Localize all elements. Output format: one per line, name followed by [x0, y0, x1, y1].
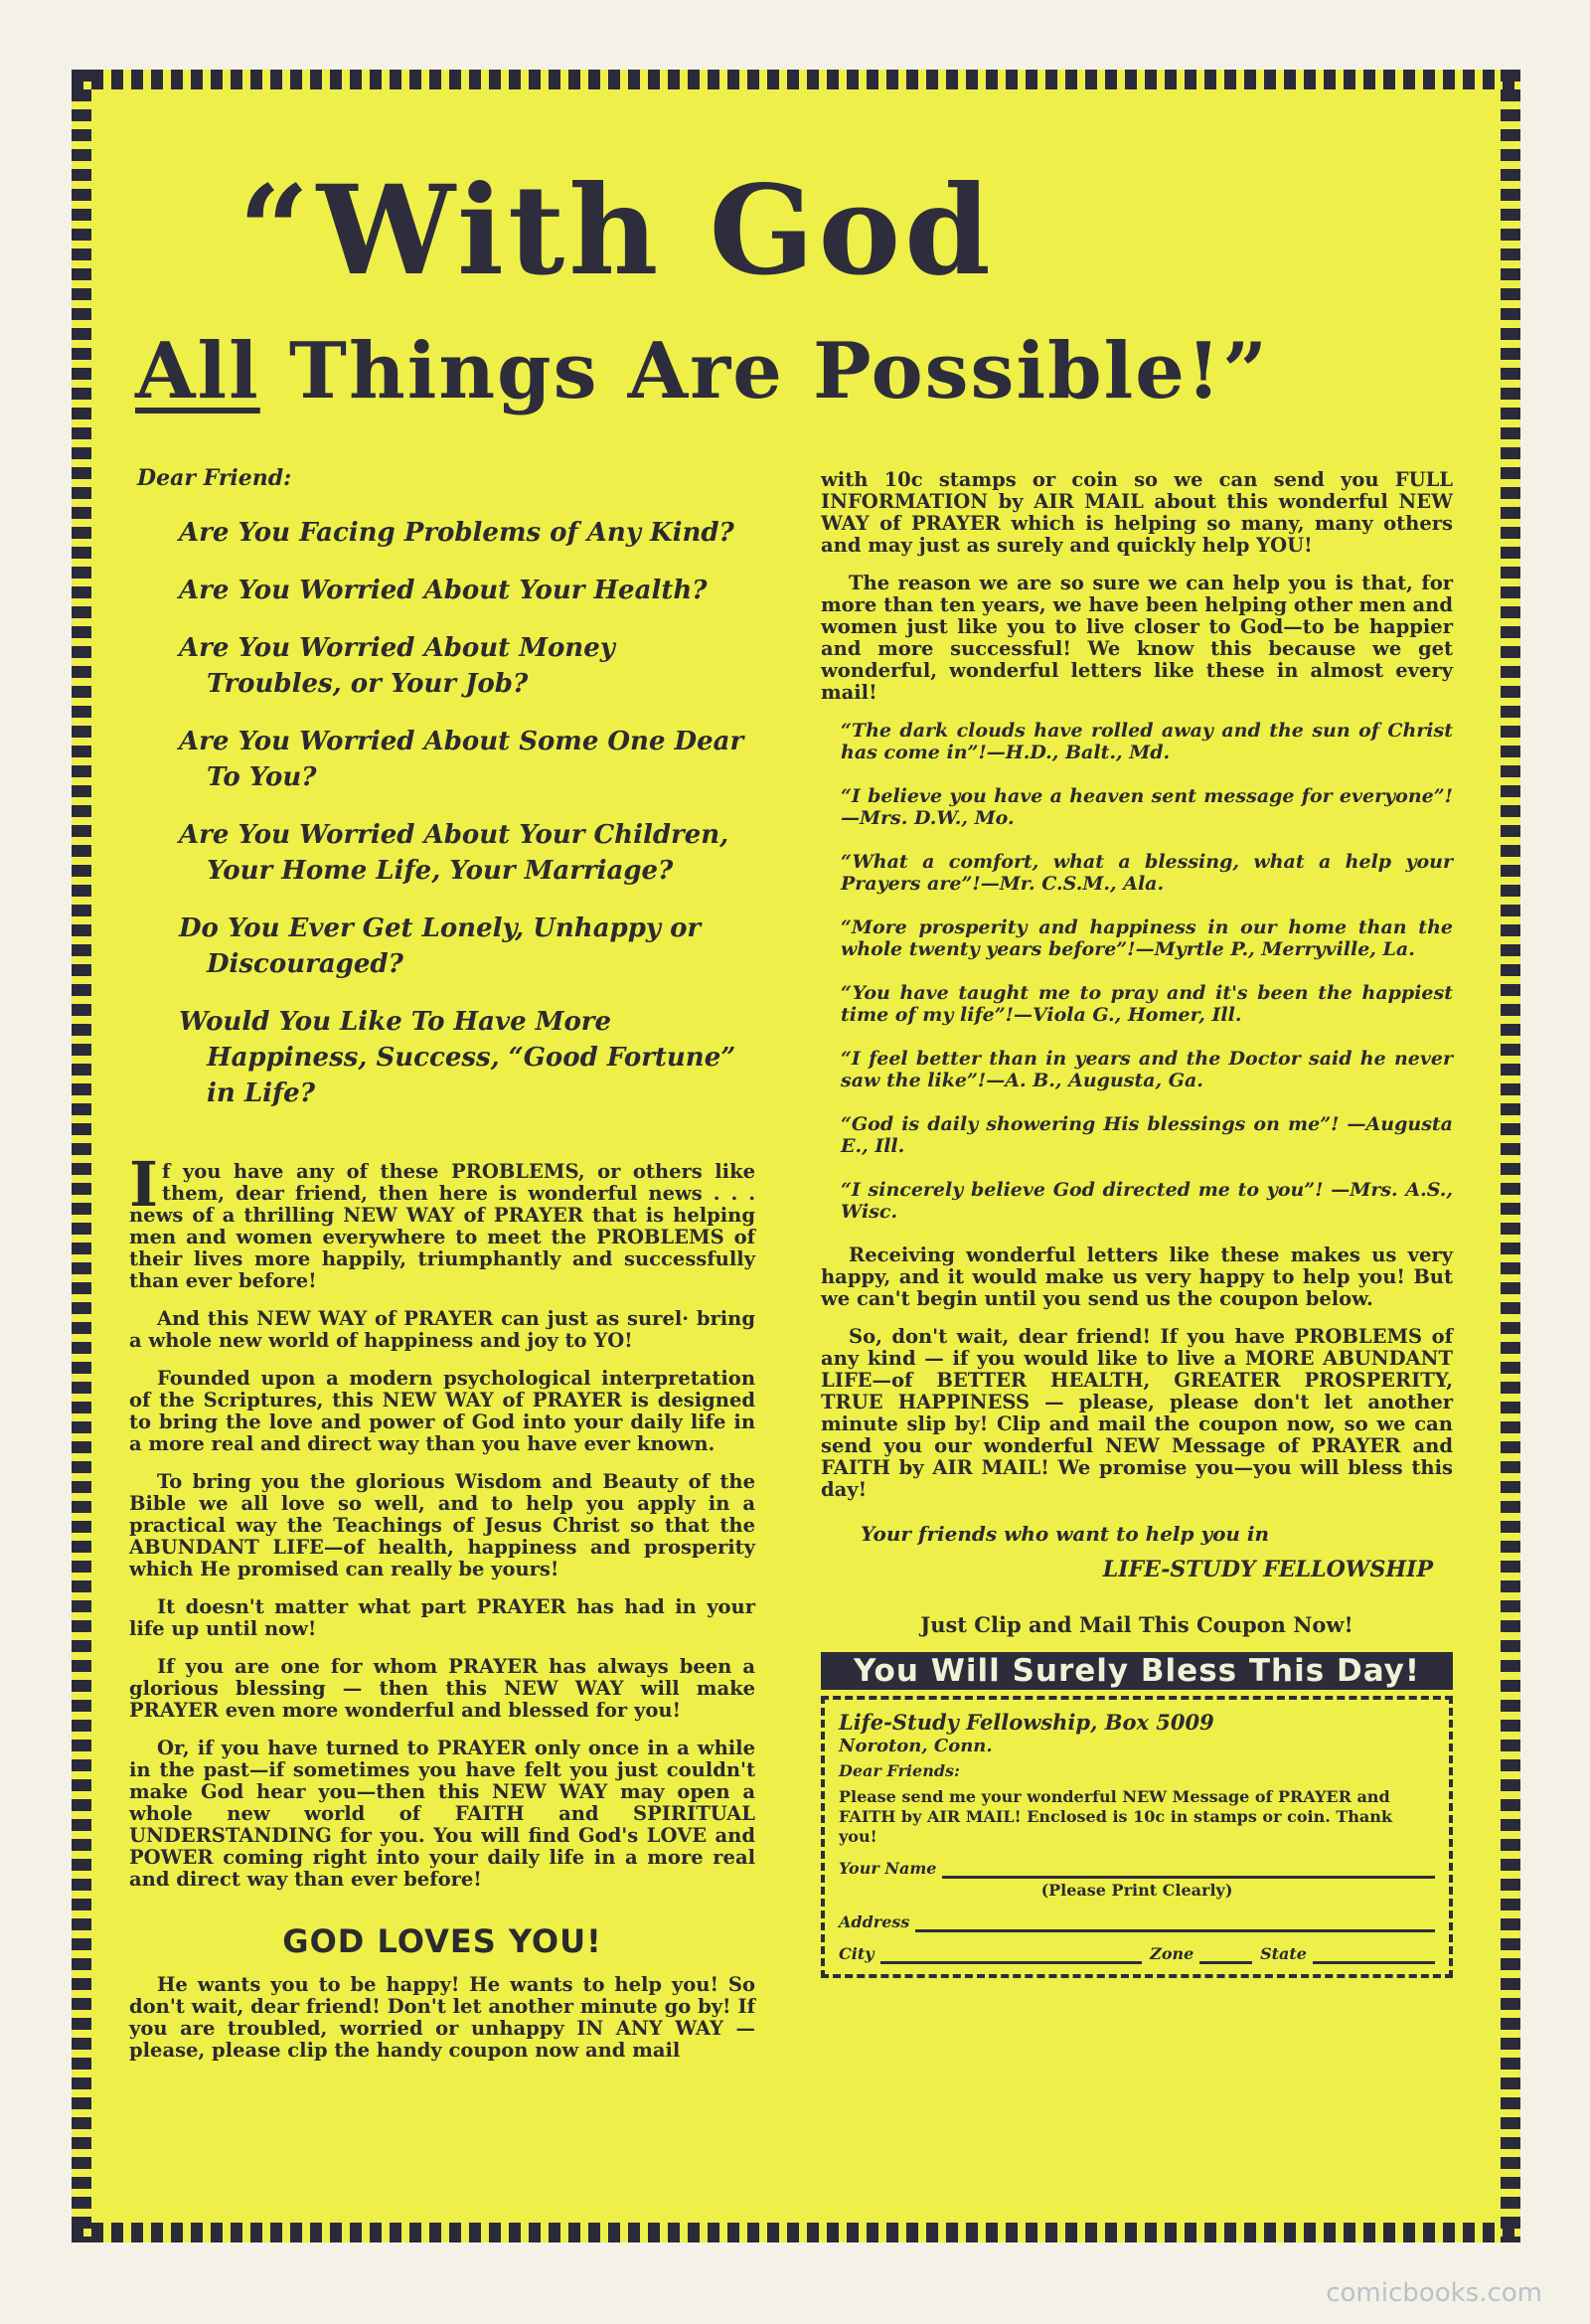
- body-paragraph-text: f you have any of these PROBLEMS, or others like them, dear friend, then here is wonderful news . . . news of a thrilling NEW WAY of PRAYER that is helping men and women everywhere to meet the PROBLEMS of their lives more happily, triumphantly and successfully than ever before!: [129, 1160, 755, 1292]
- bless-banner: You Will Surely Bless This Day!: [821, 1652, 1453, 1690]
- question: Would You Like To Have More Happiness, Success, “Good Fortune” in Life?: [179, 1007, 736, 1108]
- city-zone-state-field[interactable]: [839, 1944, 1435, 1964]
- god-loves-you-heading: GOD LOVES YOU!: [282, 1922, 602, 1960]
- body-paragraph: [129, 1148, 755, 1292]
- testimonial: “More prosperity and happiness in our home than the whole twenty years before”!—Myrtle P., Merryville, La.: [841, 916, 1453, 960]
- state-label: State: [1260, 1944, 1307, 1963]
- dashed-border-right: [1501, 70, 1520, 2242]
- testimonial: “I sincerely believe God directed me to you”! —Mrs. A.S., Wisc.: [841, 1179, 1453, 1223]
- coupon-body: Please send me your wonderful NEW Message of PRAYER and FAITH by AIR MAIL! Enclosed is 10c in stamps or coin. Thank you!: [839, 1787, 1392, 1846]
- signature-name: LIFE-STUDY FELLOWSHIP: [1102, 1557, 1433, 1582]
- mail-coupon[interactable]: [821, 1696, 1453, 1978]
- dashed-border-left: [72, 70, 91, 2242]
- right-column: [821, 469, 1453, 1978]
- continued-paragraph: with 10c stamps or coin so we can send you FULL INFORMATION by AIR MAIL about this wonderful NEW WAY of PRAYER which is helping so many, many others and may just as surely and quickly help YOU!: [821, 468, 1453, 557]
- salutation: Dear Friend:: [137, 465, 292, 491]
- body-paragraph: Founded upon a modern psychological interpretation of the Scriptures, this NEW WAY of PRAYER is designed to bring the love and power of God into your daily life in a more real and direct way than you have ever known.: [129, 1367, 755, 1455]
- zone-label: Zone: [1150, 1944, 1194, 1963]
- dashed-border-top: [72, 70, 1520, 89]
- body-paragraph: To bring you the glorious Wisdom and Beauty of the Bible we all love so well, and to help you apply in a practical way the Teachings of Jesus Christ so that the ABUNDANT LIFE—of health, happiness and prosperity which He promised can really be yours!: [129, 1470, 755, 1580]
- testimonial: “What a comfort, what a blessing, what a help your Prayers are”!—Mr. C.S.M., Ala.: [841, 851, 1453, 895]
- coupon-address-line-1: Life-Study Fellowship, Box 5009: [839, 1710, 1214, 1735]
- print-note: (Please Print Clearly): [1040, 1881, 1233, 1900]
- signature-intro: Your friends who want to help you in: [861, 1522, 1270, 1546]
- drop-cap: I: [129, 1148, 159, 1221]
- clip-instruction: Just Clip and Mail This Coupon Now!: [920, 1612, 1353, 1637]
- state-line[interactable]: [1313, 1947, 1435, 1964]
- headline-line-2: [135, 326, 1457, 416]
- question: Are You Facing Problems of Any Kind?: [179, 518, 734, 548]
- question: Are You Worried About Money Troubles, or Your Job?: [179, 633, 615, 699]
- address-line[interactable]: [915, 1915, 1435, 1932]
- question: Are You Worried About Your Children, Your Home Life, Your Marriage?: [179, 820, 729, 886]
- coupon-address-line-2: Noroton, Conn.: [839, 1736, 993, 1756]
- address-field[interactable]: [839, 1912, 1435, 1932]
- site-watermark: comicbooks.com: [1326, 2278, 1542, 2308]
- call-to-action-paragraph: So, don't wait, dear friend! If you have PROBLEMS of any kind — if you would like to live a MORE ABUNDANT LIFE—of BETTER HEALTH, GREATER PROSPERITY, TRUE HAPPINESS — please, please don't let another minute slip by! Clip and mail the coupon now, so we can send you our wonderful NEW Message of PRAYER and FAITH by AIR MAIL! We promise you—you will bless this day!: [821, 1325, 1453, 1501]
- testimonial: “You have taught me to pray and it's been the happiest time of my life”!—Viola G., Homer, Ill.: [841, 982, 1453, 1026]
- body-paragraph: If you are one for whom PRAYER has always been a glorious blessing — then this NEW WAY will make PRAYER even more wonderful and blessed for you!: [129, 1655, 755, 1722]
- question: Are You Worried About Your Health?: [179, 576, 708, 605]
- left-column: [129, 467, 755, 2077]
- receiving-paragraph: Receiving wonderful letters like these makes us very happy, and it would make us very happy to help you! But we can't begin until you send us the coupon below.: [821, 1244, 1453, 1310]
- headline-underlined-word: All: [135, 326, 260, 416]
- body-paragraph: And this NEW WAY of PRAYER can just as surel· bring a whole new world of happiness and joy to YO!: [129, 1307, 755, 1352]
- body-paragraph: It doesn't matter what part PRAYER has had in your life up until now!: [129, 1595, 755, 1640]
- testimonial: “I believe you have a heaven sent message for everyone”!—Mrs. D.W., Mo.: [841, 785, 1453, 829]
- zone-line[interactable]: [1199, 1947, 1252, 1964]
- question: Do You Ever Get Lonely, Unhappy or Discouraged?: [179, 913, 702, 979]
- name-label: Your Name: [839, 1859, 937, 1878]
- testimonial: “The dark clouds have rolled away and the sun of Christ has come in”!—H.D., Balt., Md.: [841, 720, 1453, 763]
- name-line[interactable]: [942, 1862, 1435, 1879]
- body-paragraph: Or, if you have turned to PRAYER only once in a while in the past—if sometimes you have felt you just couldn't make God hear you—then this NEW WAY may open a whole new world of FAITH and SPIRITUAL UNDERSTANDING for you. You will find God's LOVE and POWER coming right into your daily life in a more real and direct way than ever before!: [129, 1737, 755, 1891]
- address-label: Address: [839, 1912, 910, 1931]
- coupon-greeting: Dear Friends:: [839, 1761, 960, 1780]
- reason-paragraph: The reason we are so sure we can help you is that, for more than ten years, we have been helping other men and women just like you to live closer to God—to be happier and more successful! We know this because we get wonderful, wonderful letters like these in almost every mail!: [821, 572, 1453, 704]
- headline-line-1: “With God: [238, 159, 995, 303]
- city-line[interactable]: [880, 1947, 1143, 1964]
- question: Are You Worried About Some One Dear To You?: [179, 727, 744, 792]
- headline-line-2-rest: Things Are Possible!”: [259, 326, 1269, 416]
- dashed-border-bottom: [72, 2223, 1520, 2242]
- name-field[interactable]: [839, 1859, 1435, 1879]
- closing-paragraph: He wants you to be happy! He wants to help you! So don't wait, dear friend! Don't let another minute go by! If you are troubled, worried or unhappy IN ANY WAY —please, please clip the handy coupon now and mail: [129, 1973, 755, 2062]
- testimonial: “I feel better than in years and the Doctor said he never saw the like”!—A. B., Augusta, Ga.: [841, 1048, 1453, 1091]
- testimonial: “God is daily showering His blessings on me”! —Augusta E., Ill.: [841, 1113, 1453, 1157]
- city-label: City: [839, 1944, 874, 1963]
